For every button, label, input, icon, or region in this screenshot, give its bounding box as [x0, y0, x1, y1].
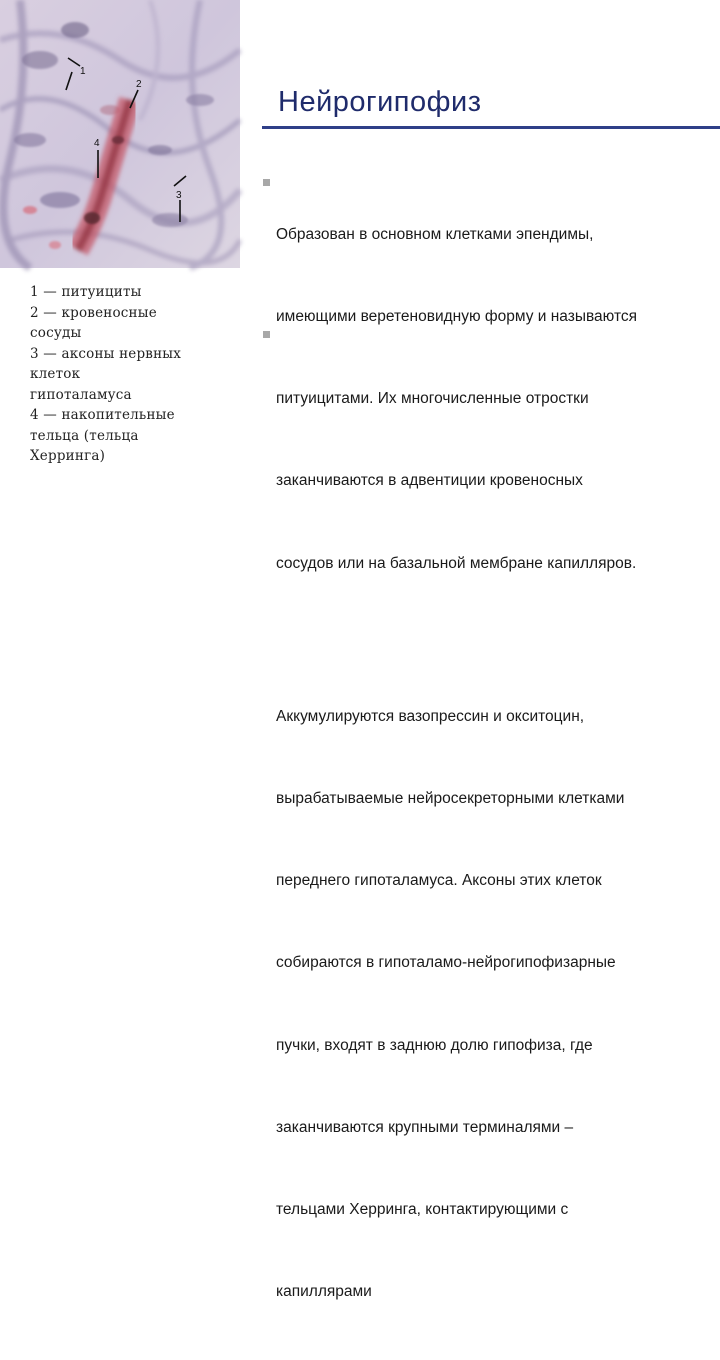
legend-line: 2 — кровеносные [30, 304, 157, 321]
text-line: вырабатываемые нейросекреторными клетками [276, 789, 625, 807]
paragraph-2 [276, 648, 706, 1360]
legend-line: 3 — аксоны нервных [30, 345, 182, 362]
text-line: Аккумулируются вазопрессин и окситоцин, [276, 707, 585, 725]
legend-line: 4 — накопительные [30, 407, 175, 423]
bullet-marker [263, 331, 270, 338]
text-line: питуицитами. Их многочисленные отростки [276, 390, 589, 408]
text-line: имеющими веретеновидную форму и называются [276, 308, 638, 326]
legend-line: 1 — питуициты [30, 284, 142, 300]
text-line: заканчиваются в адвентиции кровеносных [276, 472, 583, 490]
figure-marker-2: 2 [136, 79, 142, 90]
text-line: сосудов или на базальной мембране капилляров. [276, 554, 637, 572]
legend-line: тельца (тельца [30, 427, 139, 444]
text-line: собираются в гипоталамо-нейрогипофизарные [276, 954, 616, 972]
legend-line: клеток [30, 366, 81, 382]
legend-line: сосуды [30, 325, 82, 341]
text-line: заканчиваются крупными терминалями – [276, 1118, 574, 1136]
title-rule [262, 126, 720, 129]
slide-title: Нейрогипофиз [278, 86, 482, 118]
text-line: капиллярами [276, 1283, 372, 1301]
histology-micrograph [0, 0, 240, 268]
bullet-marker [263, 179, 270, 186]
legend-line: гипоталамуса [30, 386, 132, 403]
figure-legend [30, 282, 230, 467]
text-line: пучки, входят в заднюю долю гипофиза, где [276, 1036, 593, 1054]
paragraph-1 [276, 166, 706, 632]
text-line: Образован в основном клетками эпендимы, [276, 225, 594, 243]
figure-marker-3: 3 [176, 190, 182, 201]
text-line: переднего гипоталамуса. Аксоны этих клеток [276, 872, 602, 890]
micrograph-image [0, 0, 240, 268]
legend-line: Херринга) [30, 448, 106, 464]
slide-body [276, 166, 706, 1360]
figure-marker-1: 1 [80, 66, 86, 77]
text-line: тельцами Херринга, контактирующими с [276, 1201, 569, 1219]
figure-marker-4: 4 [94, 138, 100, 149]
